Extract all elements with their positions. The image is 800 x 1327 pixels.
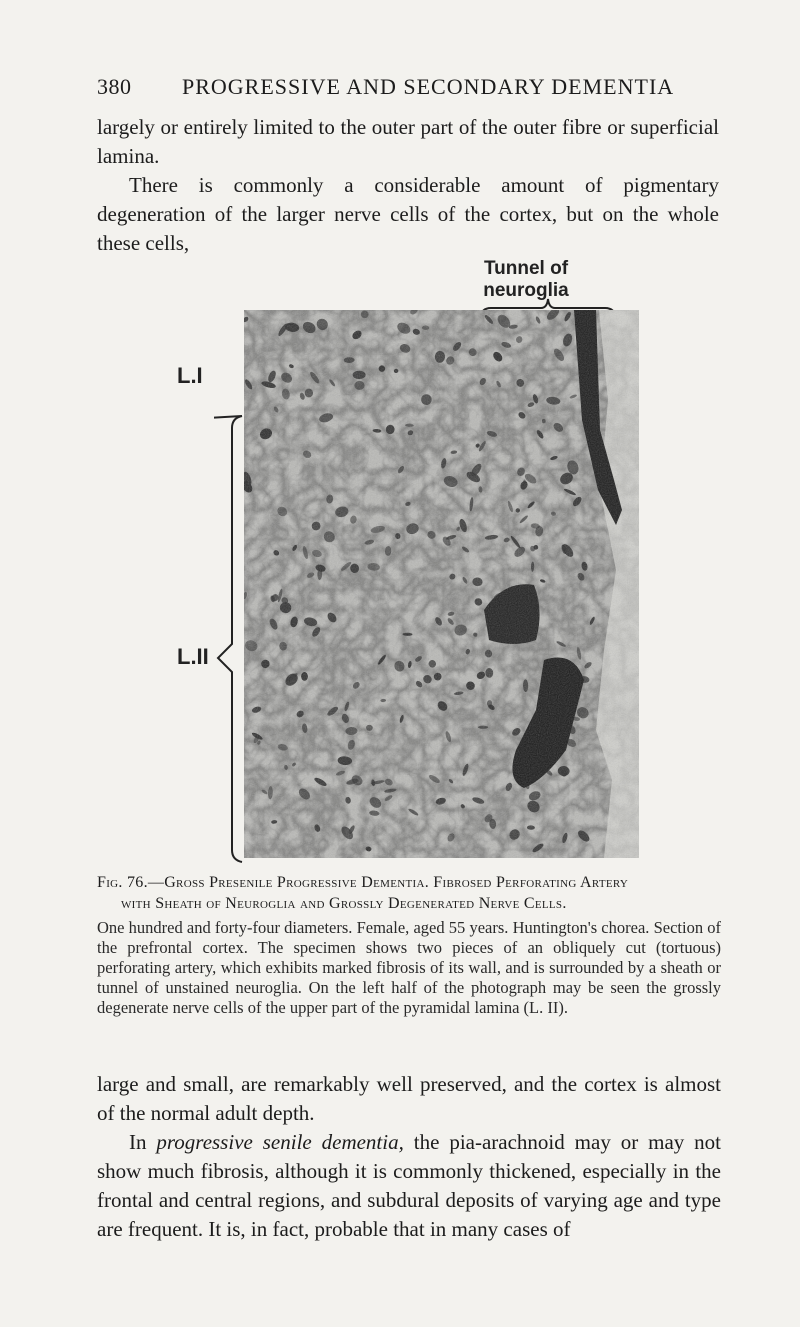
figure-caption-title (97, 872, 721, 914)
paragraph-prefix: In (129, 1130, 157, 1154)
italic-term: progressive senile dementia, (156, 1130, 404, 1154)
paragraph: large and small, are remarkably well preserved, and the cortex is almost of the normal adult depth. (97, 1072, 721, 1125)
micrograph-photo (244, 310, 639, 858)
caption-paragraph: One hundred and forty-four diameters. Female, aged 55 years. Huntington's chorea. Section of the prefrontal cortex. The specimen shows two pieces of an obliquely cut (tortuous) perforating artery, which exhibits marked fibrosis of its wall, and is surrounded by a sheath or tunnel of unstained neuroglia. On the left half of the photograph may be seen the grossly degenerate nerve cells of the upper part of the pyramidal lamina (L. II). (97, 918, 721, 1017)
caption-title-line1: —Gross Presenile Progressive Dementia. Fibrosed Perforating Artery (147, 874, 629, 891)
running-title: PROGRESSIVE AND SECONDARY DEMENTIA (182, 74, 675, 99)
page-number: 380 (97, 74, 132, 99)
body-text-top (97, 113, 719, 258)
figure-number: Fig. 76. (97, 874, 148, 891)
paragraph: There is commonly a considerable amount of pigmentary degeneration of the larger nerve cells of the cortex, but on the whole these cells, (97, 173, 719, 255)
paragraph: largely or entirely limited to the outer part of the outer fibre or superficial lamina. (97, 115, 719, 168)
caption-title-line2: with Sheath of Neuroglia and Grossly Degenerated Nerve Cells. (121, 895, 567, 912)
figure-label-tunnel: Tunnel of neuroglia (483, 258, 569, 301)
vertical-bracket (214, 414, 248, 864)
figure-label-l2: L.II (177, 644, 209, 669)
paragraph-rest: the pia-arachnoid may or may not show much fibrosis, although it is commonly thickened, especially in the frontal and central regions, and subdural deposits of varying age and type are frequent. It is, in fact, probable that in many cases of (97, 1130, 722, 1241)
paragraph (97, 1128, 721, 1244)
body-text-bottom (97, 1070, 721, 1244)
figure-label-l1: L.I (177, 363, 203, 388)
figure-caption-text (97, 918, 721, 1018)
page-header (97, 74, 717, 100)
